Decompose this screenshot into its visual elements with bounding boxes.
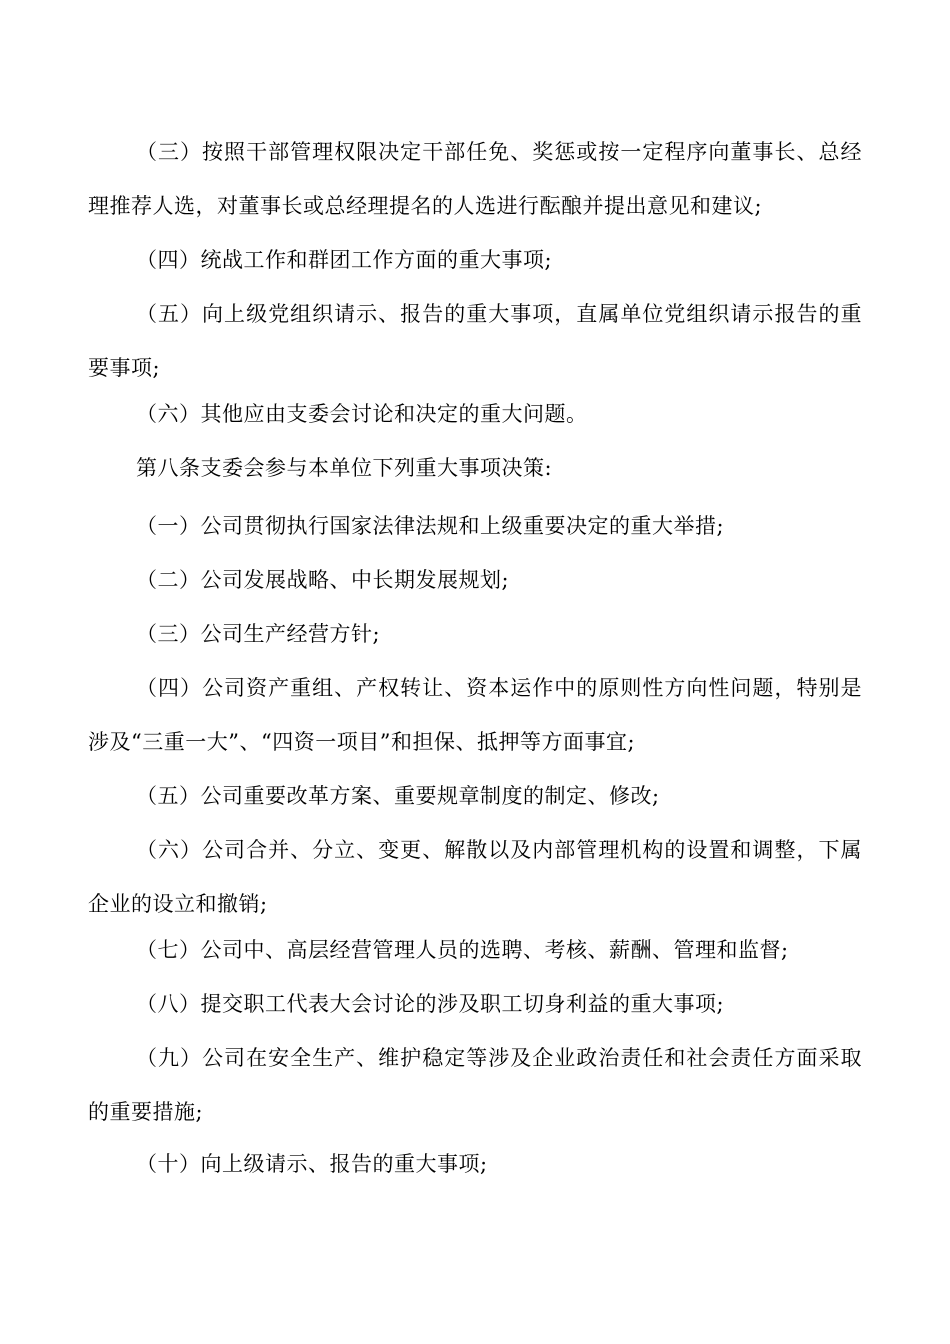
paragraph-item-6-other-issues: （六）其他应由支委会讨论和决定的重大问题。 — [136, 402, 588, 426]
paragraph-decision-9: （九）公司在安全生产、维护稳定等涉及企业政治责任和社会责任方面采取的重要措施; — [88, 1046, 862, 1124]
paragraph-decision-8: （八）提交职工代表大会讨论的涉及职工切身利益的重大事项; — [136, 992, 725, 1016]
paragraph-decision-10: （十）向上级请示、报告的重大事项; — [136, 1152, 488, 1176]
paragraph-decision-4: （四）公司资产重组、产权转让、资本运作中的原则性方向性问题，特别是涉及“三重一大”、“四资一项目”和担保、抵押等方面事宜; — [88, 676, 862, 754]
paragraph-decision-2: （二）公司发展战略、中长期发展规划; — [136, 568, 510, 592]
paragraph-decision-7: （七）公司中、高层经营管理人员的选聘、考核、薪酬、管理和监督; — [136, 938, 789, 962]
paragraph-decision-5: （五）公司重要改革方案、重要规章制度的制定、修改; — [136, 784, 660, 808]
paragraph-item-4-united-front: （四）统战工作和群团工作方面的重大事项; — [136, 248, 553, 272]
paragraph-decision-6: （六）公司合并、分立、变更、解散以及内部管理机构的设置和调整，下属企业的设立和撤销; — [88, 838, 862, 916]
paragraph-item-3-appointments: （三）按照干部管理权限决定干部任免、奖惩或按一定程序向董事长、总经理推荐人选，对董事长或总经理提名的人选进行酝酿并提出意见和建议; — [88, 140, 862, 218]
paragraph-article-8-heading: 第八条支委会参与本单位下列重大事项决策: — [136, 456, 553, 480]
paragraph-decision-3: （三）公司生产经营方针; — [136, 622, 381, 646]
paragraph-item-5-reporting: （五）向上级党组织请示、报告的重大事项，直属单位党组织请示报告的重要事项; — [88, 302, 862, 380]
paragraph-decision-1: （一）公司贯彻执行国家法律法规和上级重要决定的重大举措; — [136, 514, 725, 538]
